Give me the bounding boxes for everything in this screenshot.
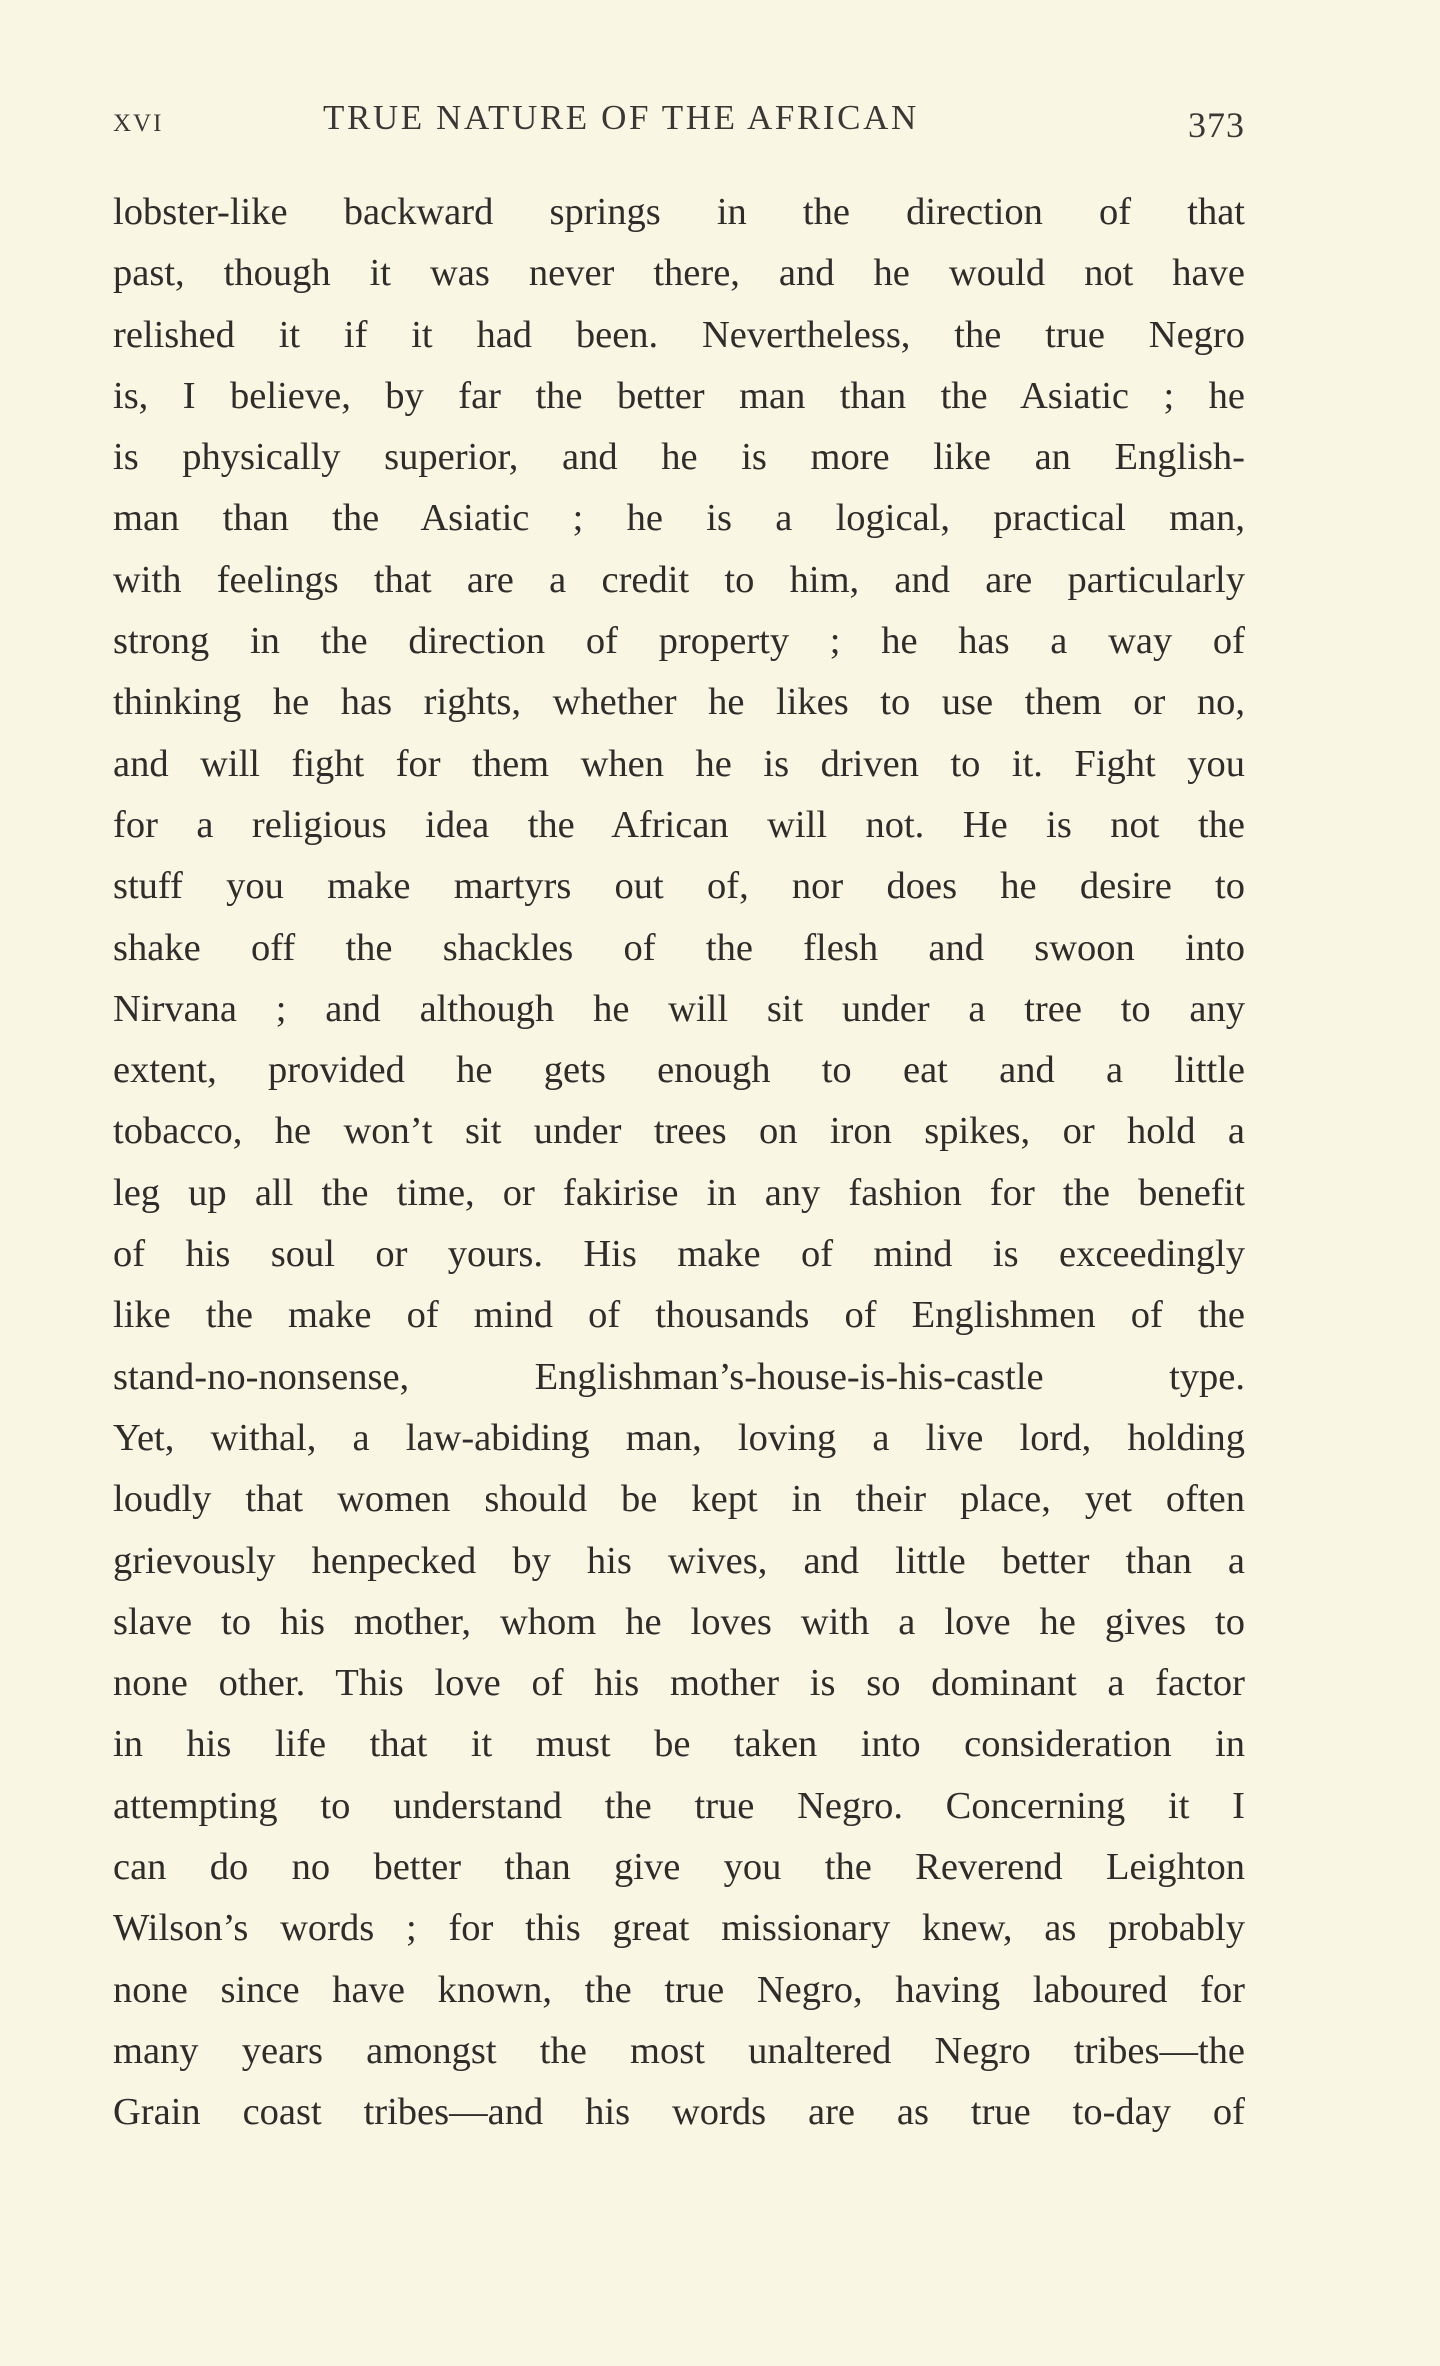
text-line: Wilson’s words ; for this great missionary knew, as probably	[113, 1907, 1245, 1950]
text-line: stand-no-nonsense, Englishman’s-house-is-his-castle type.	[113, 1355, 1245, 1398]
text-line: shake off the shackles of the flesh and swoon into	[113, 926, 1245, 969]
text-line: Grain coast tribes—and his words are as true to-day of	[113, 2091, 1245, 2134]
chapter-title: TRUE NATURE OF THE AFRICAN	[323, 98, 919, 137]
text-line: attempting to understand the true Negro. Concerning it I	[113, 1784, 1245, 1827]
text-line: man than the Asiatic ; he is a logical, practical man,	[113, 497, 1245, 540]
text-line: tobacco, he won’t sit under trees on iron spikes, or hold a	[113, 1110, 1245, 1153]
text-line: of his soul or yours. His make of mind is exceedingly	[113, 1233, 1245, 1276]
text-line: like the make of mind of thousands of Englishmen of the	[113, 1294, 1245, 1337]
text-line: past, though it was never there, and he would not have	[113, 252, 1245, 295]
page-number: 373	[1188, 105, 1245, 145]
text-line: none since have known, the true Negro, having laboured for	[113, 1968, 1245, 2011]
text-line: grievously henpecked by his wives, and little better than a	[113, 1539, 1245, 1582]
text-line: Yet, withal, a law-abiding man, loving a live lord, holding	[113, 1416, 1245, 1459]
text-line: and will fight for them when he is driven to it. Fight you	[113, 742, 1245, 785]
text-line: with feelings that are a credit to him, and are particularly	[113, 558, 1245, 601]
text-line: slave to his mother, whom he loves with a love he gives to	[113, 1600, 1245, 1643]
running-head	[113, 98, 1245, 148]
text-line: for a religious idea the African will not. He is not the	[113, 803, 1245, 846]
body-text	[113, 182, 1245, 2144]
text-line: is, I believe, by far the better man than the Asiatic ; he	[113, 374, 1245, 417]
text-line: can do no better than give you the Reverend Leighton	[113, 1846, 1245, 1889]
chapter-number: xvi	[113, 99, 164, 139]
text-line: many years amongst the most unaltered Negro tribes—the	[113, 2029, 1245, 2072]
text-line: loudly that women should be kept in their place, yet often	[113, 1478, 1245, 1521]
text-line: leg up all the time, or fakirise in any fashion for the benefit	[113, 1171, 1245, 1214]
text-line: stuff you make martyrs out of, nor does he desire to	[113, 865, 1245, 908]
text-line: extent, provided he gets enough to eat and a little	[113, 1049, 1245, 1092]
text-line: relished it if it had been. Nevertheless, the true Negro	[113, 313, 1245, 356]
text-line: strong in the direction of property ; he has a way of	[113, 620, 1245, 663]
text-line: Nirvana ; and although he will sit under a tree to any	[113, 987, 1245, 1030]
text-line: in his life that it must be taken into consideration in	[113, 1723, 1245, 1766]
text-line: none other. This love of his mother is so dominant a factor	[113, 1662, 1245, 1705]
text-line: is physically superior, and he is more like an English-	[113, 436, 1245, 479]
text-line: thinking he has rights, whether he likes to use them or no,	[113, 681, 1245, 724]
text-line: lobster-like backward springs in the direction of that	[113, 191, 1245, 233]
